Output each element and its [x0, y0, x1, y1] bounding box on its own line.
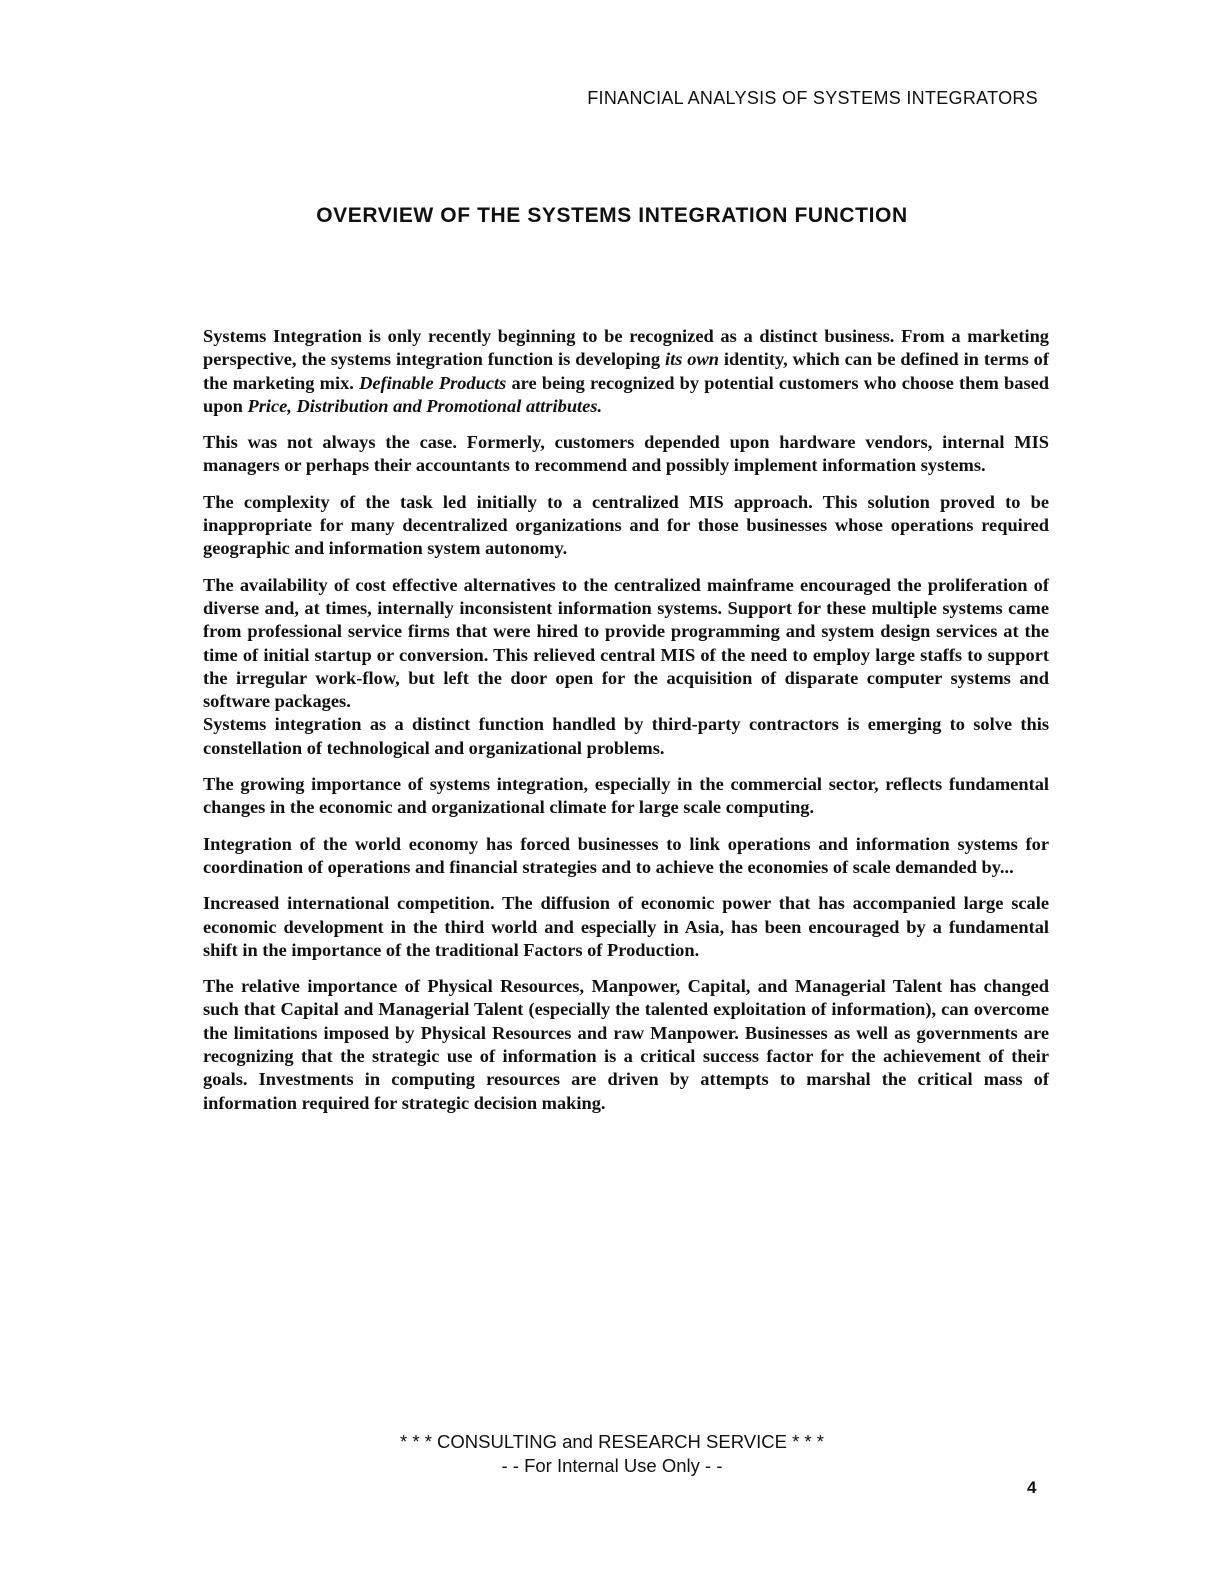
paragraph-2: This was not always the case. Formerly, customers depended upon hardware vendors, internal MIS managers or perhaps their accountants to recommend and possibly implement information systems.: [203, 432, 1049, 476]
paragraph-1: [203, 325, 1049, 418]
paragraph-1-part-c: identity, which can be defined in terms of the marketing mix.: [203, 349, 1049, 393]
paragraph-5: Systems integration as a distinct function handled by third-party contractors is emerging to solve this constellation of technological and organizational problems.: [203, 714, 1049, 758]
footer: [0, 1430, 1224, 1478]
paragraph-8: Increased international competition. The diffusion of economic power that has accompanied large scale economic development in the third world and especially in Asia, has been encouraged by a fundamental shift in the importance of the traditional Factors of Production.: [203, 893, 1049, 960]
paragraph-3: The complexity of the task led initially to a centralized MIS approach. This solution proved to be inappropriate for many decentralized organizations and for those businesses whose operations required geographic and information system autonomy.: [203, 491, 1049, 559]
paragraph-6: The growing importance of systems integration, especially in the commercial sector, reflects fundamental changes in the economic and organizational climate for large scale computing.: [203, 774, 1049, 818]
running-head: FINANCIAL ANALYSIS OF SYSTEMS INTEGRATORS: [587, 88, 1038, 108]
paragraph-1-emphasis-its-own: its own: [664, 349, 719, 370]
paragraph-1-part-a: Systems Integration is only recently beginning to be recognized as a distinct business. From a marketing perspective, the systems integration function is developing: [203, 326, 1049, 370]
paragraph-4: The availability of cost effective alternatives to the centralized mainframe encouraged the proliferation of diverse and, at times, internally inconsistent information systems. Support for these multiple systems came from professional service firms that were hired to provide programming and system design services at the time of initial startup or conversion. This relieved central MIS of the need to employ large staffs to support the irregular work-flow, but left the door open for the acquisition of disparate computer systems and software packages.: [203, 574, 1049, 712]
body-text: [203, 325, 1049, 1128]
paragraph-1-emphasis-attributes: Price, Distribution and Promotional attributes.: [247, 395, 603, 416]
footer-internal-use-line: - - For Internal Use Only - -: [501, 1455, 723, 1476]
paragraph-1-emphasis-definable-products: Definable Products: [359, 372, 507, 393]
page-number: 4: [1027, 1478, 1037, 1497]
page-title: OVERVIEW OF THE SYSTEMS INTEGRATION FUNCTION: [316, 204, 908, 227]
paragraph-9: The relative importance of Physical Resources, Manpower, Capital, and Managerial Talent has changed such that Capital and Managerial Talent (especially the talented exploitation of information), can overcome the limitations imposed by Physical Resources and raw Manpower. Businesses as well as governments are recognizing that the strategic use of information is a critical success factor for the achievement of their goals. Investments in computing resources are driven by attempts to marshal the critical mass of information required for strategic decision making.: [203, 976, 1049, 1113]
footer-service-line: * * * CONSULTING and RESEARCH SERVICE * * *: [400, 1431, 824, 1452]
paragraph-1-part-e: are being recognized by potential customers who choose them based upon: [203, 372, 1049, 416]
paragraph-7: Integration of the world economy has forced businesses to link operations and information systems for coordination of operations and financial strategies and to achieve the economies of scale demanded by...: [203, 833, 1049, 877]
